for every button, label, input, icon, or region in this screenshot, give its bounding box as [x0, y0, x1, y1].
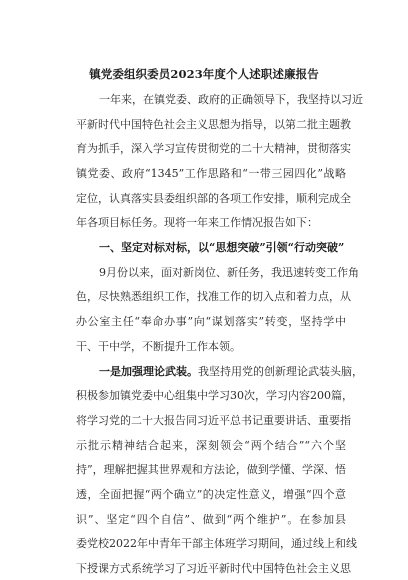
subsection-lead: 一是加强理论武装。	[99, 365, 198, 378]
subsection-first-line	[99, 365, 363, 379]
section-paragraph-line: 色，尽快熟悉组织工作，找准工作的切入点和着力点，从	[76, 290, 351, 303]
intro-line: 定位，认真落实县委组织部的各项工作安排，顺利完成全	[76, 192, 351, 205]
intro-line: 一年来，在镇党委、政府的正确领导下，我坚持以习近	[99, 93, 363, 106]
intro-line: 育为抓手，深入学习宣传贯彻党的二十大精神，贯彻落实	[76, 142, 351, 155]
section-paragraph-line: 干、干中学，不断提升工作本领。	[76, 340, 241, 353]
intro-line: 镇党委、政府“1345”工作思路和“一带三园四化”战略	[76, 167, 346, 180]
subsection-line: 下授课方式系统学习了习近平新时代中国特色社会主义思	[76, 562, 351, 575]
intro-line: 年各项目标任务。现将一年来工作情况报告如下：	[76, 216, 318, 229]
section-paragraph-line: 9月份以来，面对新岗位、新任务，我迅速转变工作角	[99, 266, 359, 279]
section-heading: 一、坚定对标对标，以“思想突破”引领“行动突破”	[99, 241, 345, 254]
intro-line: 平新时代中国特色社会主义思想为指导，以第二批主题教	[76, 118, 351, 131]
subsection-line: 持”，理解把握其世界观和方法论，做到学懂、学深、悟	[76, 463, 346, 476]
subsection-line: 透，全面把握“两个确立”的决定性意义，增强“四个意	[76, 488, 346, 501]
subsection-first-line-text: 我坚持用党的创新理论武装头脑，	[198, 365, 363, 378]
subsection-line: 识”、坚定“四个自信”、做到“两个维护”。在参加县	[76, 513, 346, 526]
subsection-line: 示批示精神结合起来，深刻领会“两个结合”“六个坚	[76, 439, 346, 452]
subsection-line: 将学习党的二十大报告同习近平总书记重要讲话、重要指	[76, 414, 351, 427]
subsection-line: 委党校2022年中青年干部主体班学习期间，通过线上和线	[76, 537, 357, 550]
document-title: 镇党委组织委员2023年度个人述职述廉报告	[89, 67, 319, 81]
section-paragraph-line: 办公室主任“奉命办事”向“谋划落实”转变，坚持学中	[76, 315, 346, 328]
subsection-line: 积极参加镇党委中心组集中学习30次，学习内容200篇，	[76, 389, 353, 402]
